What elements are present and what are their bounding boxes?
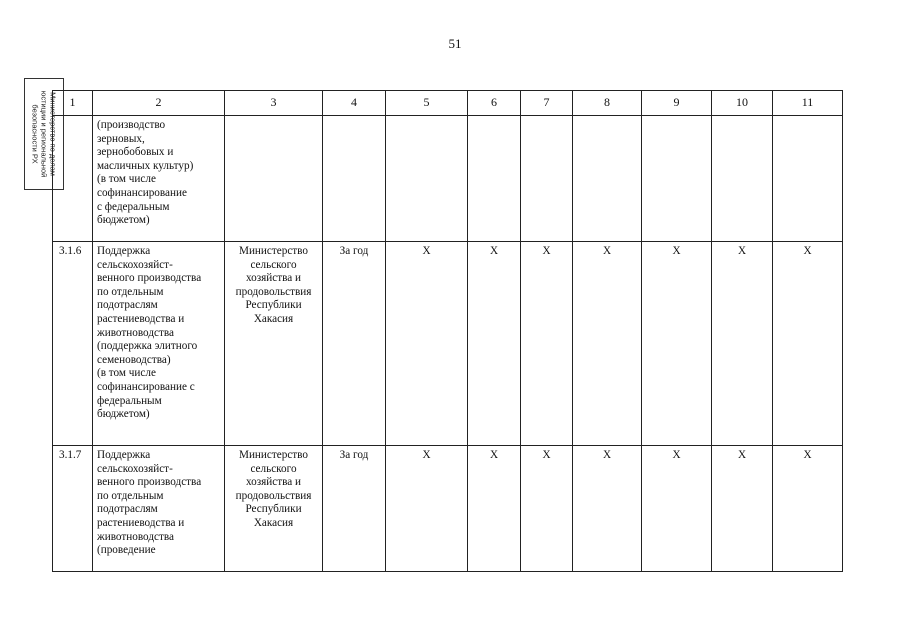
description-line: сельскохозяйст- xyxy=(97,258,173,271)
executor-line: Республики xyxy=(245,503,302,516)
description-cell xyxy=(93,116,225,242)
value-cell xyxy=(642,116,712,242)
description-cell xyxy=(93,242,225,446)
description-line: софинансирование с xyxy=(97,380,195,393)
description-line: растениеводства и xyxy=(97,312,185,325)
row-number-cell: 3.1.7 xyxy=(53,446,93,572)
stamp-line: Министерство по делам xyxy=(48,92,58,176)
column-header: 5 xyxy=(386,91,468,116)
executor-cell xyxy=(225,242,323,446)
value-cell: Х xyxy=(521,446,573,572)
value-cell: Х xyxy=(573,242,642,446)
executor-line: Хакасия xyxy=(253,516,294,529)
description-line: (поддержка элитного xyxy=(97,340,198,353)
value-cell xyxy=(386,116,468,242)
period-cell xyxy=(323,116,386,242)
description-line: (в том числе xyxy=(97,173,156,186)
table-header-row xyxy=(53,91,843,116)
executor-line: Министерство xyxy=(239,245,308,257)
description-line: животноводства xyxy=(97,530,174,543)
description-line: Поддержка xyxy=(97,449,151,461)
description-line: венного производства xyxy=(97,476,202,489)
value-cell xyxy=(468,116,521,242)
row-number-cell: 3.1.6 xyxy=(53,242,93,446)
description-line: бюджетом) xyxy=(97,214,150,227)
executor-line: сельского xyxy=(250,462,297,475)
executor-line: хозяйства и xyxy=(245,476,302,489)
value-cell xyxy=(712,116,773,242)
description-line: бюджетом) xyxy=(97,408,150,421)
description-line: подотраслям xyxy=(97,503,158,516)
value-cell: Х xyxy=(573,446,642,572)
value-cell xyxy=(773,116,843,242)
column-header: 11 xyxy=(773,91,843,116)
table-row xyxy=(53,116,843,242)
executor-line: продовольствия xyxy=(235,489,312,502)
description-line: (проведение xyxy=(97,544,156,557)
column-header: 10 xyxy=(712,91,773,116)
column-header: 2 xyxy=(93,91,225,116)
period-cell: За год xyxy=(323,446,386,572)
value-cell: Х xyxy=(642,446,712,572)
executor-cell xyxy=(225,446,323,572)
executor-cell xyxy=(225,116,323,242)
description-line: венного производства xyxy=(97,272,202,285)
value-cell: Х xyxy=(386,242,468,446)
column-header: 6 xyxy=(468,91,521,116)
executor-line: хозяйства и xyxy=(245,272,302,285)
executor-line: Министерство xyxy=(239,449,308,461)
value-cell: Х xyxy=(712,446,773,572)
column-header: 9 xyxy=(642,91,712,116)
value-cell xyxy=(573,116,642,242)
executor-line: Хакасия xyxy=(253,312,294,325)
page-number: 51 xyxy=(448,36,462,51)
value-cell: Х xyxy=(773,446,843,572)
value-cell xyxy=(521,116,573,242)
program-table xyxy=(52,90,843,572)
description-line: (в том числе xyxy=(97,367,156,380)
column-header: 8 xyxy=(573,91,642,116)
description-cell xyxy=(93,446,225,572)
executor-line: продовольствия xyxy=(235,285,312,298)
column-header: 4 xyxy=(323,91,386,116)
table-row xyxy=(53,242,843,446)
description-line: животноводства xyxy=(97,326,174,339)
stamp-line: юстиции и региональной xyxy=(39,90,49,178)
description-line: зерновых, xyxy=(97,132,145,145)
value-cell: Х xyxy=(712,242,773,446)
description-line: семеноводства) xyxy=(97,353,171,366)
value-cell: Х xyxy=(521,242,573,446)
column-header: 3 xyxy=(225,91,323,116)
executor-line: Республики xyxy=(245,299,302,312)
table-row xyxy=(53,446,843,572)
description-line: (производство xyxy=(97,119,166,131)
column-header: 1 xyxy=(53,91,93,116)
description-line: зернобобовых и xyxy=(97,146,174,159)
description-line: софинансирование xyxy=(97,186,187,199)
stamp-line: безопасности РХ xyxy=(30,104,40,164)
row-number-cell xyxy=(53,116,93,242)
value-cell: Х xyxy=(468,242,521,446)
description-line: масличных культур) xyxy=(97,159,194,172)
column-header: 7 xyxy=(521,91,573,116)
description-line: сельскохозяйст- xyxy=(97,462,173,475)
description-line: по отдельным xyxy=(97,489,164,502)
period-cell: За год xyxy=(323,242,386,446)
description-line: Поддержка xyxy=(97,245,151,257)
executor-line: сельского xyxy=(250,258,297,271)
description-line: с федеральным xyxy=(97,200,170,213)
description-line: федеральным xyxy=(97,394,162,407)
value-cell: Х xyxy=(642,242,712,446)
value-cell: Х xyxy=(773,242,843,446)
value-cell: Х xyxy=(468,446,521,572)
description-line: растениеводства и xyxy=(97,516,185,529)
value-cell: Х xyxy=(386,446,468,572)
description-line: по отдельным xyxy=(97,285,164,298)
description-line: подотраслям xyxy=(97,299,158,312)
